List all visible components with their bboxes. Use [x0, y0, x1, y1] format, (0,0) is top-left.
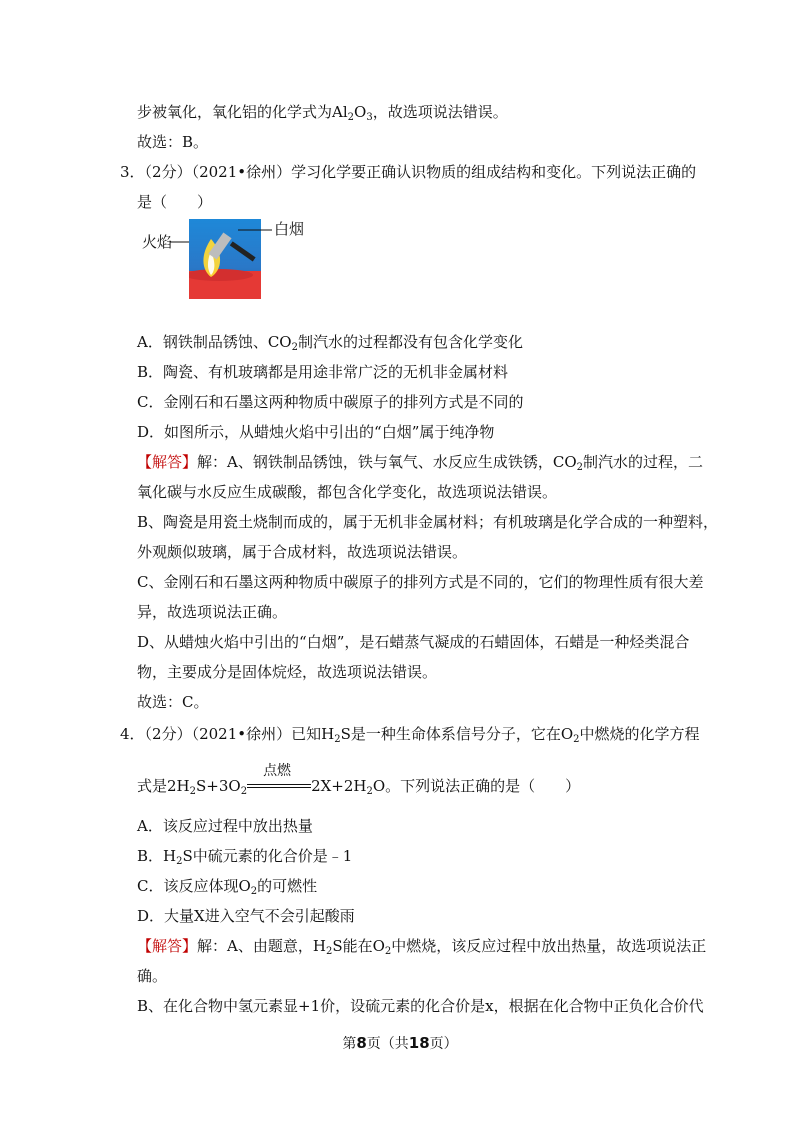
- text-line: 步被氧化，氧化铝的化学式为$Al_2O_3$，故选项说法错误。: [137, 103, 508, 123]
- text-line: 物，主要成分是固体烷烃，故选项说法错误。: [137, 663, 438, 681]
- option-d: D．如图所示，从蜡烛火焰中引出的“白烟”属于纯净物: [137, 423, 495, 441]
- reaction-arrow: [247, 763, 311, 796]
- text-line: 氧化碳与水反应生成碳酸，都包含化学变化，故选项说法错误。: [137, 483, 558, 501]
- option-a: A．该反应过程中放出热量: [137, 817, 313, 835]
- equation-line: 式是$2H_2S+3O_2$ 点燃 $2X+2H_2O$。下列说法正确的是（ ）: [137, 763, 581, 797]
- text-line: C、金刚石和石墨这两种物质中碳原子的排列方式是不同的，它们的物理性质有很大差: [137, 573, 704, 591]
- question-3-stem-cont: 是（ ）: [137, 193, 213, 211]
- option-b: B．$H_2S$中硫元素的化合价是﹣1: [137, 847, 353, 867]
- text-line: 外观颇似玻璃，属于合成材料，故选项说法错误。: [137, 543, 468, 561]
- question-4-stem: 4．（2分）（2021•徐州）已知$H_2S$是一种生命体系信号分子，它在$O_2$中燃烧的化学方程: [120, 725, 700, 745]
- smoke-leader-line: [238, 228, 274, 232]
- figure-label-smoke: 白烟: [274, 220, 305, 238]
- reaction-condition: 点燃: [263, 763, 292, 779]
- text-line: 确。: [137, 967, 168, 985]
- answer-tag: 【解答】: [137, 453, 198, 471]
- answer-3-line: 【解答】解：A、钢铁制品锈蚀，铁与氧气、水反应生成铁锈，$CO_2$制汽水的过程，二: [137, 453, 704, 473]
- text-line: 异，故选项说法正确。: [137, 603, 288, 621]
- answer-choice-line: 故选：C。: [137, 693, 209, 711]
- option-c: C．该反应体现$O_2$的可燃性: [137, 877, 318, 897]
- question-3-stem: 3．（2分）（2021•徐州）学习化学要正确认识物质的组成结构和变化。下列说法正确的: [120, 163, 697, 181]
- answer-4-line: 【解答】解：A、由题意，$H_2S$能在$O_2$中燃烧，该反应过程中放出热量，故选项说法正: [137, 937, 707, 957]
- option-a: A．钢铁制品锈蚀、$CO_2$制汽水的过程都没有包含化学变化: [137, 333, 523, 353]
- option-b: B．陶瓷、有机玻璃都是用途非常广泛的无机非金属材料: [137, 363, 509, 381]
- page-footer: 第8页（共18页）: [342, 1034, 458, 1052]
- text-line: B、在化合物中氢元素显+1价，设硫元素的化合价是x，根据在化合物中正负化合价代: [137, 997, 704, 1015]
- figure-label-flame: 火焰: [142, 233, 173, 251]
- answer-tag: 【解答】: [137, 937, 198, 955]
- text-line: B、陶瓷是用瓷土烧制而成的，属于无机非金属材料；有机玻璃是化学合成的一种塑料，: [137, 513, 719, 531]
- option-c: C．金刚石和石墨这两种物质中碳原子的排列方式是不同的: [137, 393, 524, 411]
- answer-choice-line: 故选：B。: [137, 133, 209, 151]
- option-d: D．大量X进入空气不会引起酸雨: [137, 907, 355, 925]
- text-line: D、从蜡烛火焰中引出的“白烟”，是石蜡蒸气凝成的石蜡固体，石蜡是一种烃类混合: [137, 633, 690, 651]
